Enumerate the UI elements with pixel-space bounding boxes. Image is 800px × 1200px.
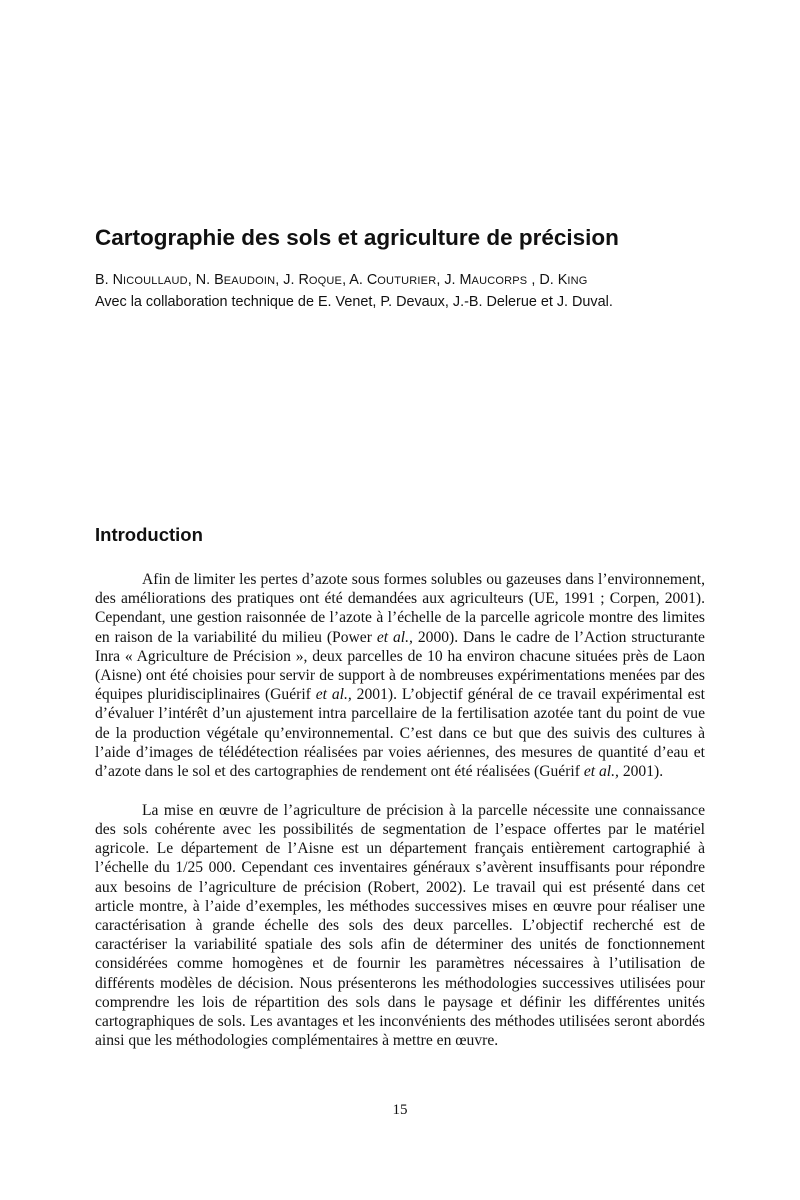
body-text — [95, 570, 705, 1050]
author-list: B. NICOULLAUD, N. BEAUDOIN, J. ROQUE, A. COUTURIER, J. MAUCORPS , D. KING — [95, 272, 588, 288]
author-name: D. KING — [539, 272, 588, 288]
author-name: A. COUTURIER — [349, 272, 437, 288]
section-heading: Introduction — [95, 524, 203, 545]
author-name: J. MAUCORPS — [444, 272, 528, 288]
author-name: B. NICOULLAUD — [95, 272, 188, 288]
paragraph-1: Afin de limiter les pertes d’azote sous formes solubles ou gazeuses dans l’environnement, des améliorations des pratiques ont été demandées aux agriculteurs (UE, 1991 ; Corpen, 2001). Cependant, une gestion raisonnée de l’azote à l’échelle de la parcelle agricole montre des limites en raison de la variabilité du milieu (Power et al., 2000). Dans le cadre de l’Action structurante Inra « Agriculture de Précision », deux parcelles de 10 ha environ chacune situées près de Laon (Aisne) ont été choisies pour servir de support à de nombreuses expérimentations menées par des équipes pluridisciplinaires (Guérif et al., 2001). L’objectif général de ce travail expérimental est d’évaluer l’intérêt d’un ajustement intra parcellaire de la fertilisation azotée tant du point de vue de la production végétale qu’environnemental. C’est dans ce but que des suivis des cultures à l’aide d’images de télédétection réalisées par voies aériennes, des mesures de quantité d’eau et d’azote dans le sol et des cartographies de rendement ont été réalisées (Guérif et al., 2001). — [95, 571, 705, 781]
page-number: 15 — [392, 1102, 408, 1118]
paragraph-2: La mise en œuvre de l’agriculture de précision à la parcelle nécessite une connaissance des sols cohérente avec les possibilités de segmentation de l’espace offertes par le matériel agricole. Le département de l’Aisne est un département français entièrement cartographié à l’échelle du 1/25 000. Cependant ces inventaires généraux s’avèrent insuffisants pour répondre aux besoins de l’agriculture de précision (Robert, 2002). Le travail qui est présenté dans cet article montre, à l’aide d’exemples, les méthodes successives mises en œuvre pour réaliser une caractérisation à grande échelle des sols des deux parcelles. L’objectif recherché est de caractériser la variabilité spatiale des sols afin de déterminer des unités de fonctionnement considérées comme homogènes et de fournir les paramètres nécessaires à l’utilisation de différents modèles de décision. Nous présenterons les méthodologies successives utilisées pour comprendre les lois de répartition des sols dans le paysage et définir les différentes unités cartographiques de sols. Les avantages et les inconvénients des méthodes utilisées seront abordés ainsi que les méthodologies complémentaires à mettre en œuvre. — [95, 801, 705, 1050]
author-name: J. ROQUE — [283, 272, 343, 288]
author-block — [95, 270, 735, 313]
collaboration-note: Avec la collaboration technique de E. Venet, P. Devaux, J.-B. Delerue et J. Duval. — [95, 294, 613, 310]
author-name: N. BEAUDOIN — [195, 272, 276, 288]
paper-title: Cartographie des sols et agriculture de précision — [95, 225, 619, 250]
